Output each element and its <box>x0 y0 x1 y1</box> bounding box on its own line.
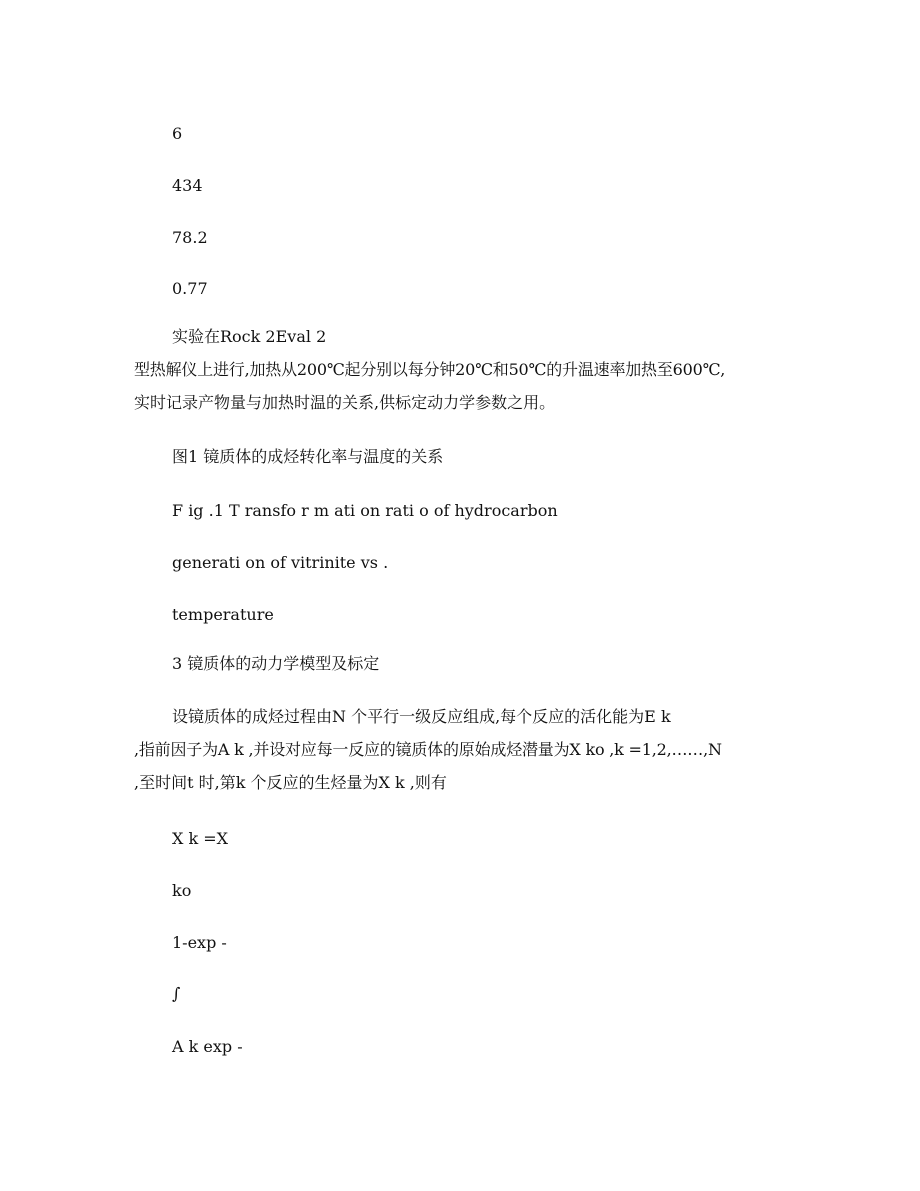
paragraph-line: 实时记录产物量与加热时温的关系,供标定动力学参数之用。 <box>134 393 556 412</box>
table-value-line: 78.2 <box>172 228 208 247</box>
paragraph-line: ,至时间t 时,第k 个反应的生烃量为X k ,则有 <box>134 773 447 792</box>
figure-caption-en: F ig .1 T ransfo r m ati on rati o of hydrocarbon <box>172 501 558 520</box>
equation-fragment: X k =X <box>172 829 229 848</box>
table-value-line: 434 <box>172 176 203 195</box>
equation-fragment: 1-exp - <box>172 933 227 952</box>
paragraph-line: 型热解仪上进行,加热从200℃起分别以每分钟20℃和50℃的升温速率加热至600℃, <box>134 360 726 379</box>
equation-fragment: ko <box>172 881 192 900</box>
figure-caption-en: temperature <box>172 605 274 624</box>
table-value-line: 0.77 <box>172 279 208 298</box>
figure-caption-cn: 图1 镜质体的成烃转化率与温度的关系 <box>172 447 444 466</box>
integral-symbol: ∫ <box>172 984 181 1003</box>
equation-fragment: A k exp - <box>172 1037 243 1056</box>
paragraph-line: ,指前因子为A k ,并设对应每一反应的镜质体的原始成烃潜量为X ko ,k =1,2,……,N <box>134 740 722 759</box>
figure-caption-en: generati on of vitrinite vs . <box>172 553 389 572</box>
paragraph-line: 实验在Rock 2Eval 2 <box>172 327 327 346</box>
table-value-line: 6 <box>172 124 183 143</box>
section-heading: 3 镜质体的动力学模型及标定 <box>172 654 380 673</box>
paragraph-line: 设镜质体的成烃过程由N 个平行一级反应组成,每个反应的活化能为E k <box>172 707 671 726</box>
